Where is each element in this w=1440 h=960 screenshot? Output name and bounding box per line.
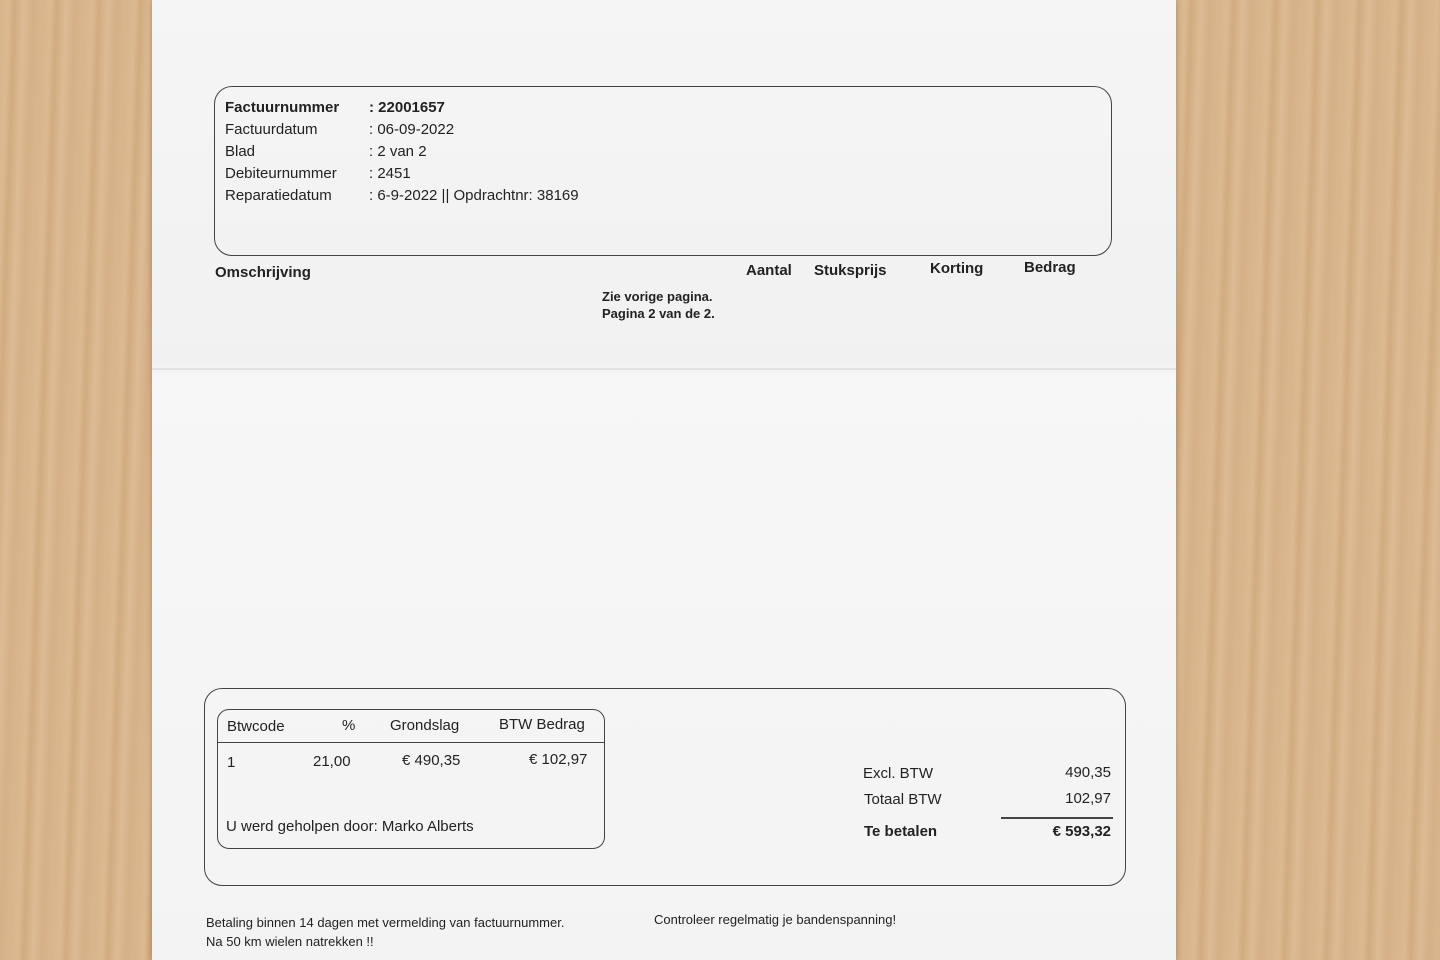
btw-head-code: Btwcode bbox=[227, 718, 285, 735]
invoice-page bbox=[152, 0, 1176, 960]
btw-table bbox=[217, 709, 605, 849]
to-pay-label: Te betalen bbox=[864, 823, 938, 840]
invoice-date-label: Factuurdatum bbox=[225, 121, 318, 138]
invoice-number-label: Factuurnummer bbox=[225, 99, 340, 116]
excl-btw-label: Excl. BTW bbox=[863, 765, 933, 782]
to-pay-value: € 593,32 bbox=[1052, 823, 1111, 840]
wood-table-left bbox=[0, 0, 152, 960]
btw-table-header bbox=[218, 710, 604, 743]
debtor-row bbox=[225, 165, 411, 182]
btw-head-base: Grondslag bbox=[390, 717, 460, 734]
total-btw-value: 102,97 bbox=[1065, 790, 1111, 807]
tyre-pressure-text: Controleer regelmatig je bandenspanning! bbox=[654, 912, 897, 927]
debtor-label: Debiteurnummer bbox=[225, 165, 337, 182]
invoice-details-box bbox=[214, 86, 1112, 256]
excl-btw-value: 490,35 bbox=[1065, 764, 1111, 781]
btw-row-code: 1 bbox=[227, 754, 236, 771]
wood-table-right bbox=[1176, 0, 1440, 960]
col-discount: Korting bbox=[930, 260, 984, 277]
invoice-date-value: : 06-09-2022 bbox=[369, 121, 455, 138]
col-unit-price: Stuksprijs bbox=[814, 262, 887, 279]
sheet-label: Blad bbox=[225, 143, 256, 160]
sheet-value: : 2 van 2 bbox=[369, 143, 427, 160]
total-btw-label: Totaal BTW bbox=[864, 791, 942, 808]
sheet-row bbox=[225, 143, 427, 160]
col-amount: Bedrag bbox=[1024, 259, 1076, 276]
invoice-date-row bbox=[225, 121, 454, 138]
repair-date-value: : 6-9-2022 || Opdrachtnr: 38169 bbox=[369, 187, 579, 204]
debtor-value: : 2451 bbox=[369, 165, 411, 182]
col-description: Omschrijving bbox=[215, 264, 311, 281]
helped-by-text: U werd geholpen door: Marko Alberts bbox=[226, 818, 474, 835]
paper-fold bbox=[152, 368, 1176, 370]
invoice-number-row bbox=[225, 99, 445, 116]
btw-row-base: € 490,35 bbox=[402, 752, 461, 769]
btw-row-amount: € 102,97 bbox=[529, 751, 588, 768]
col-quantity: Aantal bbox=[746, 262, 792, 279]
invoice-number-value: : 22001657 bbox=[369, 99, 445, 116]
repair-date-label: Reparatiedatum bbox=[225, 187, 332, 204]
payment-terms-text: Betaling binnen 14 dagen met vermelding van factuurnummer. bbox=[206, 915, 565, 930]
see-previous-note: Zie vorige pagina. bbox=[602, 289, 713, 304]
page-count-note: Pagina 2 van de 2. bbox=[602, 306, 715, 321]
btw-row-percent: 21,00 bbox=[313, 753, 351, 770]
btw-head-percent: % bbox=[342, 717, 356, 734]
sum-divider bbox=[1001, 817, 1113, 819]
btw-head-amount: BTW Bedrag bbox=[499, 716, 585, 733]
totals-box bbox=[204, 688, 1126, 886]
wheels-note-text: Na 50 km wielen natrekken !! bbox=[206, 934, 374, 949]
repair-date-row bbox=[225, 187, 579, 204]
